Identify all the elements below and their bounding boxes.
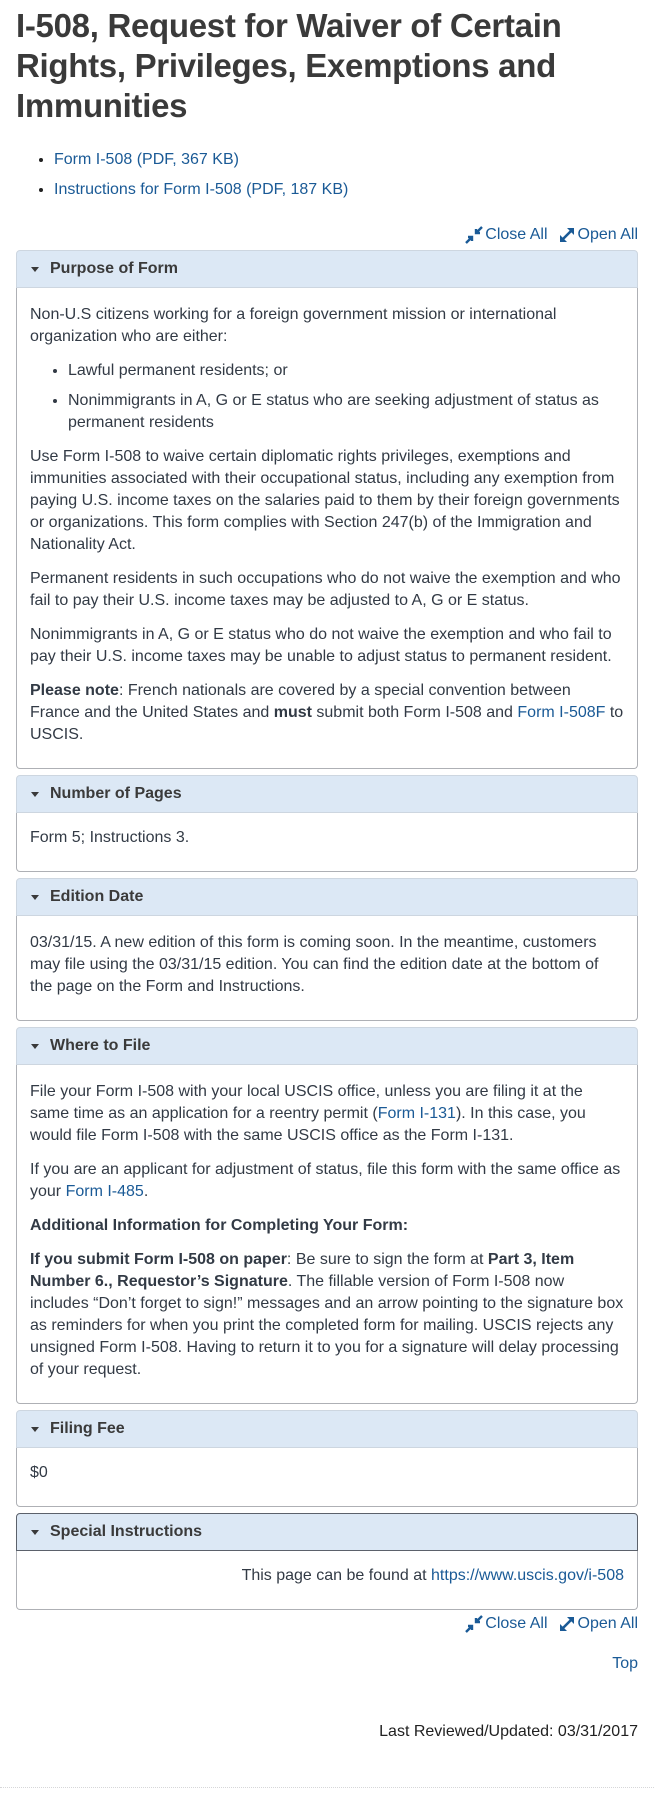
accordion-title: Special Instructions	[50, 1523, 203, 1540]
accordion-header-special[interactable]	[16, 1513, 638, 1551]
accordion-body-edition	[16, 916, 638, 1021]
close-all-label: Close All	[485, 1615, 548, 1632]
note-label: Please note	[30, 682, 119, 699]
accordion-header-pages[interactable]	[16, 775, 638, 813]
download-item	[54, 150, 638, 170]
caret-down-icon	[31, 1427, 39, 1432]
page-url-text	[30, 1565, 624, 1587]
accordion-header-fee[interactable]	[16, 1410, 638, 1448]
download-item	[54, 180, 638, 200]
close-all-label: Close All	[485, 226, 548, 243]
paper-submission-paragraph	[30, 1249, 624, 1381]
caret-down-icon	[31, 267, 39, 272]
expand-arrows-icon	[558, 1615, 576, 1633]
additional-info-heading	[30, 1215, 624, 1237]
downloads-list	[16, 150, 638, 200]
accordion-special	[16, 1513, 638, 1610]
caret-down-icon	[31, 1530, 39, 1535]
accordion-body-pages	[16, 813, 638, 872]
accordion-body-purpose	[16, 288, 638, 769]
where-paragraph	[30, 1081, 624, 1147]
purpose-paragraph: Use Form I-508 to waive certain diplomatic rights privileges, exemptions and immunities associated with their occupational status, including any exemption from paying U.S. income taxes on the salaries paid to them by their foreign governments or organizations. This form complies with Section 247(b) of the Immigration and Nationality Act.	[30, 448, 620, 553]
accordion-title: Edition Date	[50, 888, 144, 905]
french-note	[30, 680, 624, 746]
purpose-intro: Non-U.S citizens working for a foreign government mission or international organization who are either:	[30, 306, 557, 345]
page-url-link[interactable]: https://www.uscis.gov/i-508	[431, 1567, 624, 1584]
heading-text: Additional Information for Completing Your Form:	[30, 1217, 409, 1234]
open-all-button[interactable]	[558, 1613, 638, 1635]
collapse-arrows-icon	[465, 1615, 483, 1633]
note-text: submit both Form I-508 and	[311, 704, 518, 721]
note-text: : French nationals are covered by a special convention between France and the United States and	[30, 682, 571, 721]
edition-text: 03/31/15. A new edition of this form is coming soon. In the meantime, customers may file using the 03/31/15 edition. You can find the edition date at the bottom of the page on the Form and Instructions.	[30, 934, 599, 995]
where-text: File your Form I-508 with your local USCIS office, unless you are filing it at the same time as an application for a reentry permit (	[30, 1083, 583, 1122]
caret-down-icon	[31, 1044, 39, 1049]
bold-text: If you submit Form I-508 on paper	[30, 1251, 287, 1268]
note-text: to USCIS.	[30, 704, 624, 743]
last-updated: Last Reviewed/Updated: 03/31/2017	[379, 1723, 638, 1740]
accordion-header-where[interactable]	[16, 1027, 638, 1065]
caret-down-icon	[31, 895, 39, 900]
where-text: ). In this case, you would file Form I-508 with the same USCIS office as the Form I-131.	[30, 1105, 586, 1144]
close-all-button[interactable]	[465, 224, 547, 246]
accordion-edition	[16, 878, 638, 1021]
form-i131-link[interactable]: Form I-131	[377, 1105, 456, 1122]
open-all-label: Open All	[577, 1615, 638, 1632]
where-text: .	[143, 1183, 149, 1200]
where-text: : Be sure to sign the form at	[286, 1251, 488, 1268]
collapse-arrows-icon	[465, 226, 483, 244]
page-title: I-508, Request for Waiver of Certain Rights, Privileges, Exemptions and Immunities	[16, 7, 562, 124]
instructions-pdf-link[interactable]: Instructions for Form I-508 (PDF, 187 KB)	[54, 181, 349, 198]
caret-down-icon	[31, 792, 39, 797]
list-item: • Lawful permanent residents; or	[68, 360, 624, 382]
page-content	[16, 0, 638, 1741]
accordion-title: Where to File	[50, 1037, 151, 1054]
purpose-bullets	[30, 360, 624, 434]
back-to-top-link[interactable]: Top	[612, 1655, 638, 1672]
where-paragraph	[30, 1159, 624, 1203]
open-all-label: Open All	[577, 226, 638, 243]
accordion-header-purpose[interactable]	[16, 250, 638, 288]
form-pdf-link[interactable]: Form I-508 (PDF, 367 KB)	[54, 151, 239, 168]
accordion-fee	[16, 1410, 638, 1507]
accordion-body-where	[16, 1065, 638, 1404]
close-all-button[interactable]	[465, 1613, 547, 1635]
accordion-title: Number of Pages	[50, 785, 182, 802]
accordion-toggles-bottom	[16, 1613, 638, 1635]
list-item: • Nonimmigrants in A, G or E status who are seeking adjustment of status as permanent residents	[68, 390, 624, 434]
open-all-button[interactable]	[558, 224, 638, 246]
purpose-paragraph: Permanent residents in such occupations who do not waive the exemption and who fail to pay their U.S. income taxes may be adjusted to A, G or E status.	[30, 570, 621, 609]
where-text: If you are an applicant for adjustment of status, file this form with the same office as your	[30, 1161, 621, 1200]
pages-text: Form 5; Instructions 3.	[30, 829, 190, 846]
purpose-paragraph: Nonimmigrants in A, G or E status who do not waive the exemption and who fail to pay their U.S. income taxes may be unable to adjust status to permanent resident.	[30, 626, 612, 665]
accordion-toggles	[16, 224, 638, 246]
form-i485-link[interactable]: Form I-485	[65, 1183, 144, 1200]
accordion-header-edition[interactable]	[16, 878, 638, 916]
accordion-title: Purpose of Form	[50, 260, 179, 277]
accordion-where	[16, 1027, 638, 1404]
url-prefix: This page can be found at	[241, 1567, 432, 1584]
footer-divider	[0, 1787, 654, 1788]
expand-arrows-icon	[558, 226, 576, 244]
accordion-pages	[16, 775, 638, 872]
accordion-body-fee	[16, 1448, 638, 1507]
note-emphasis: must	[273, 704, 312, 721]
fee-text: $0	[30, 1464, 48, 1481]
accordion-purpose	[16, 250, 638, 769]
accordion-title: Filing Fee	[50, 1420, 125, 1437]
form-i508f-link[interactable]: Form I-508F	[517, 704, 606, 721]
bold-text: Part 3, Item Number 6., Requestor’s Signature	[30, 1251, 575, 1290]
where-text: . The fillable version of Form I-508 now includes “Don’t forget to sign!” messages and an arrow pointing to the signature box as reminders for when you print the completed form for mailing. USCIS rejects any unsigned Form I-508. Having to return it to you for a signature will delay processing of your request.	[30, 1273, 624, 1378]
top-link-row	[16, 1655, 638, 1673]
accordion-body-special	[16, 1551, 638, 1610]
